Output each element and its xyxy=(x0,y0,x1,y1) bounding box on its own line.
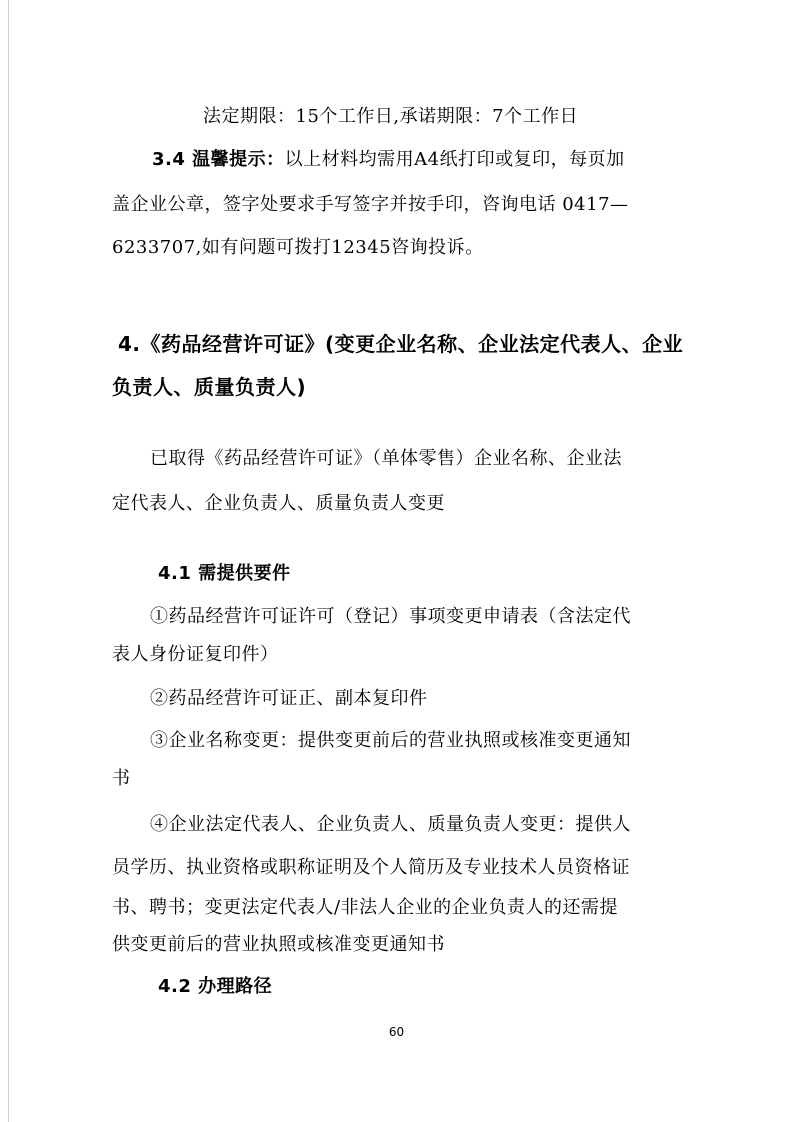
deadline-line: 法定期限：15个工作日,承诺期限：7个工作日 xyxy=(203,106,579,127)
section-4-title-line-1: 4.《药品经营许可证》(变更企业名称、企业法定代表人、企业 xyxy=(118,332,684,356)
tip-paragraph-line-2: 盖企业公章，签字处要求手写签字并按手印，咨询电话 0417— xyxy=(112,194,629,215)
requirement-2: ②药品经营许可证正、副本复印件 xyxy=(150,688,428,709)
heading-4-2: 4.2 办理路径 xyxy=(158,976,273,997)
tip-paragraph-line-3: 6233707,如有问题可拨打12345咨询投诉。 xyxy=(112,237,484,258)
scope-line-2: 定代表人、企业负责人、质量负责人变更 xyxy=(112,493,445,514)
page-number: 60 xyxy=(388,1025,405,1039)
requirement-4-line-3: 书、聘书；变更法定代表人/非法人企业的企业负责人的还需提 xyxy=(112,897,619,918)
requirement-3-line-1: ③企业名称变更：提供变更前后的营业执照或核准变更通知 xyxy=(150,730,631,751)
requirement-4-line-4: 供变更前后的营业执照或核准变更通知书 xyxy=(112,934,445,955)
tip-text-1: 以上材料均需用A4纸打印或复印，每页加 xyxy=(284,149,625,170)
heading-3-4: 3.4 温馨提示： xyxy=(152,149,285,170)
requirement-4-line-1: ④企业法定代表人、企业负责人、质量负责人变更：提供人 xyxy=(150,814,631,835)
section-4-title-line-2: 负责人、质量负责人) xyxy=(112,375,307,399)
tip-paragraph-line-1 xyxy=(152,147,625,173)
heading-4-1: 4.1 需提供要件 xyxy=(158,563,291,584)
requirement-1-line-1: ①药品经营许可证许可（登记）事项变更申请表（含法定代 xyxy=(150,606,631,627)
requirement-1-line-2: 表人身份证复印件） xyxy=(112,644,279,665)
requirement-3-line-2: 书 xyxy=(112,768,131,789)
requirement-4-line-2: 员学历、执业资格或职称证明及个人简历及专业技术人员资格证 xyxy=(112,857,630,878)
page-border xyxy=(8,0,9,1122)
scope-line-1: 已取得《药品经营许可证》（单体零售）企业名称、企业法 xyxy=(150,448,622,469)
